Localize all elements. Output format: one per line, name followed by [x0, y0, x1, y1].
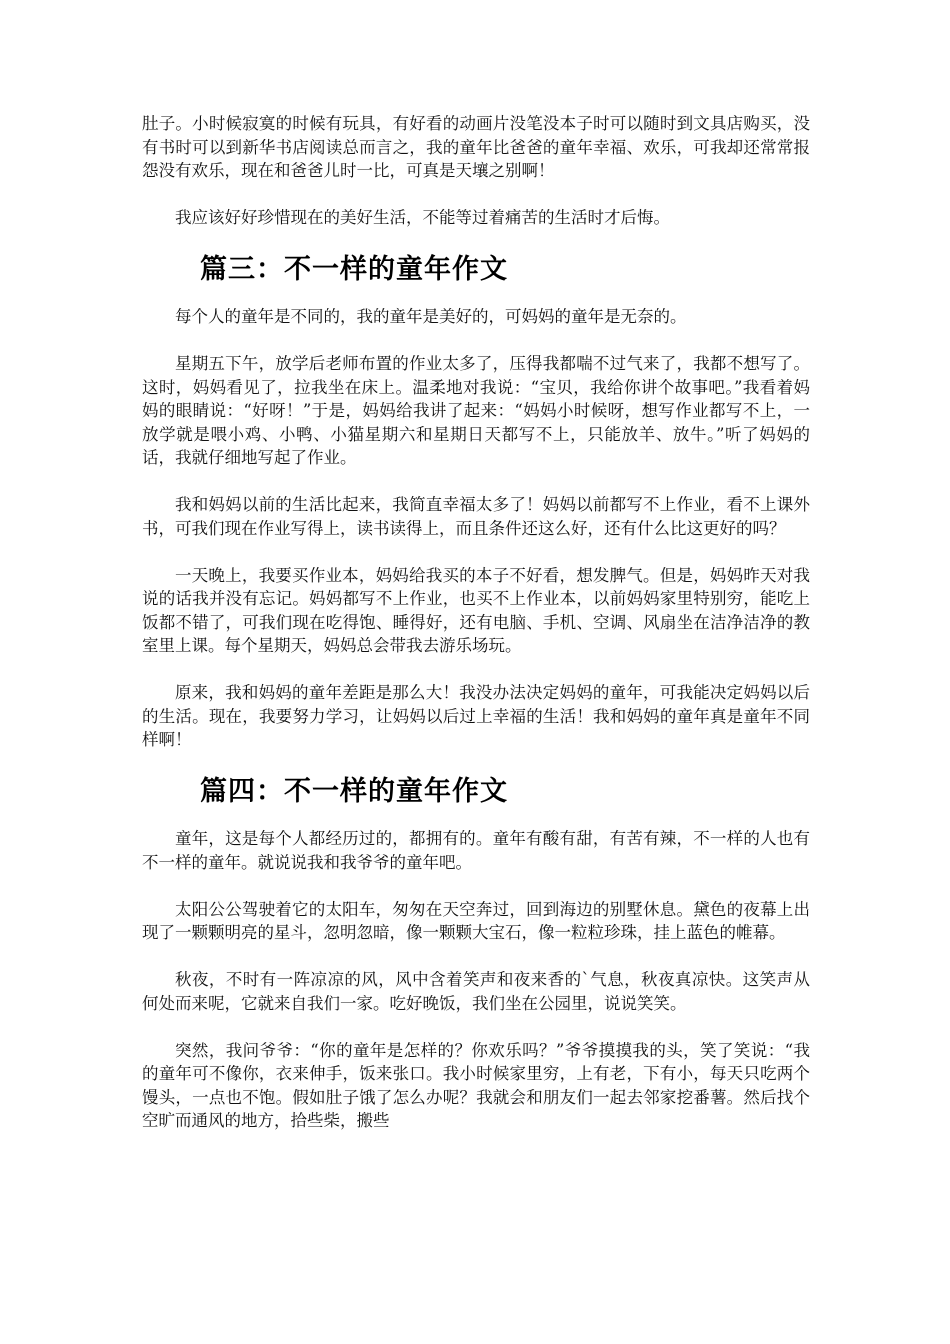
paragraph: 童年，这是每个人都经历过的，都拥有的。童年有酸有甜，有苦有辣，不一样的人也有不一样的童年。就说说我和我爷爷的童年吧。 — [142, 829, 810, 872]
paragraph: 太阳公公驾驶着它的太阳车，匆匆在天空奔过，回到海边的别墅休息。黛色的夜幕上出现了一颗颗明亮的星斗，忽明忽暗，像一颗颗大宝石，像一粒粒珍珠，挂上蓝色的帷幕。 — [142, 899, 810, 942]
paragraph: 我应该好好珍惜现在的美好生活，不能等过着痛苦的生活时才后悔。 — [175, 208, 670, 227]
paragraph: 星期五下午，放学后老师布置的作业太多了，压得我都喘不过气来了，我都不想写了。这时，妈妈看见了，拉我坐在床上。温柔地对我说：“宝贝，我给你讲个故事吧。”我看着妈妈的眼睛说：“好呀！”于是，妈妈给我讲了起来：“妈妈小时候呀，想写作业都写不上，一放学就是喂小鸡、小鸭、小猫星期六和星期日天都写不上，只能放羊、放牛。”听了妈妈的话，我就仔细地写起了作业。 — [142, 354, 810, 467]
paragraph: 秋夜，不时有一阵凉凉的风，风中含着笑声和夜来香的`气息，秋夜真凉快。这笑声从何处而来呢，它就来自我们一家。吃好晚饭，我们坐在公园里，说说笑笑。 — [142, 970, 810, 1013]
paragraph: 突然，我问爷爷：“你的童年是怎样的？你欢乐吗？”爷爷摸摸我的头，笑了笑说：“我的童年可不像你，衣来伸手，饭来张口。我小时候家里穷，上有老，下有小，每天只吃两个馒头，一点也不饱。假如肚子饿了怎么办呢？我就会和朋友们一起去邻家挖番薯。然后找个空旷而通风的地方，拾些柴，搬些 — [142, 1040, 810, 1130]
paragraph: 一天晚上，我要买作业本，妈妈给我买的本子不好看，想发脾气。但是，妈妈昨天对我说的话我并没有忘记。妈妈都写不上作业，也买不上作业本，以前妈妈家里特别穷，能吃上饭都不错了，可我们现在吃得饱、睡得好，还有电脑、手机、空调、风扇坐在洁净洁净的教室里上课。每个星期天，妈妈总会带我去游乐场玩。 — [142, 565, 810, 655]
paragraph: 每个人的童年是不同的，我的童年是美好的，可妈妈的童年是无奈的。 — [175, 307, 687, 326]
paragraph: 我和妈妈以前的生活比起来，我简直幸福太多了！妈妈以前都写不上作业，看不上课外书，可我们现在作业写得上，读书读得上，而且条件还这么好，还有什么比这更好的吗？ — [142, 495, 810, 538]
section-heading: 篇三：不一样的童年作文 — [200, 254, 508, 285]
document-page — [142, 112, 810, 1156]
paragraph: 原来，我和妈妈的童年差距是那么大！我没办法决定妈妈的童年，可我能决定妈妈以后的生活。现在，我要努力学习，让妈妈以后过上幸福的生活！我和妈妈的童年真是童年不同样啊！ — [142, 683, 810, 749]
paragraph: 肚子。小时候寂寞的时候有玩具，有好看的动画片没笔没本子时可以随时到文具店购买，没有书时可以到新华书店阅读总而言之，我的童年比爸爸的童年幸福、欢乐，可我却还常常报怨没有欢乐，现在和爸爸儿时一比，可真是天壤之别啊！ — [142, 114, 810, 180]
section-heading: 篇四：不一样的童年作文 — [200, 776, 508, 807]
